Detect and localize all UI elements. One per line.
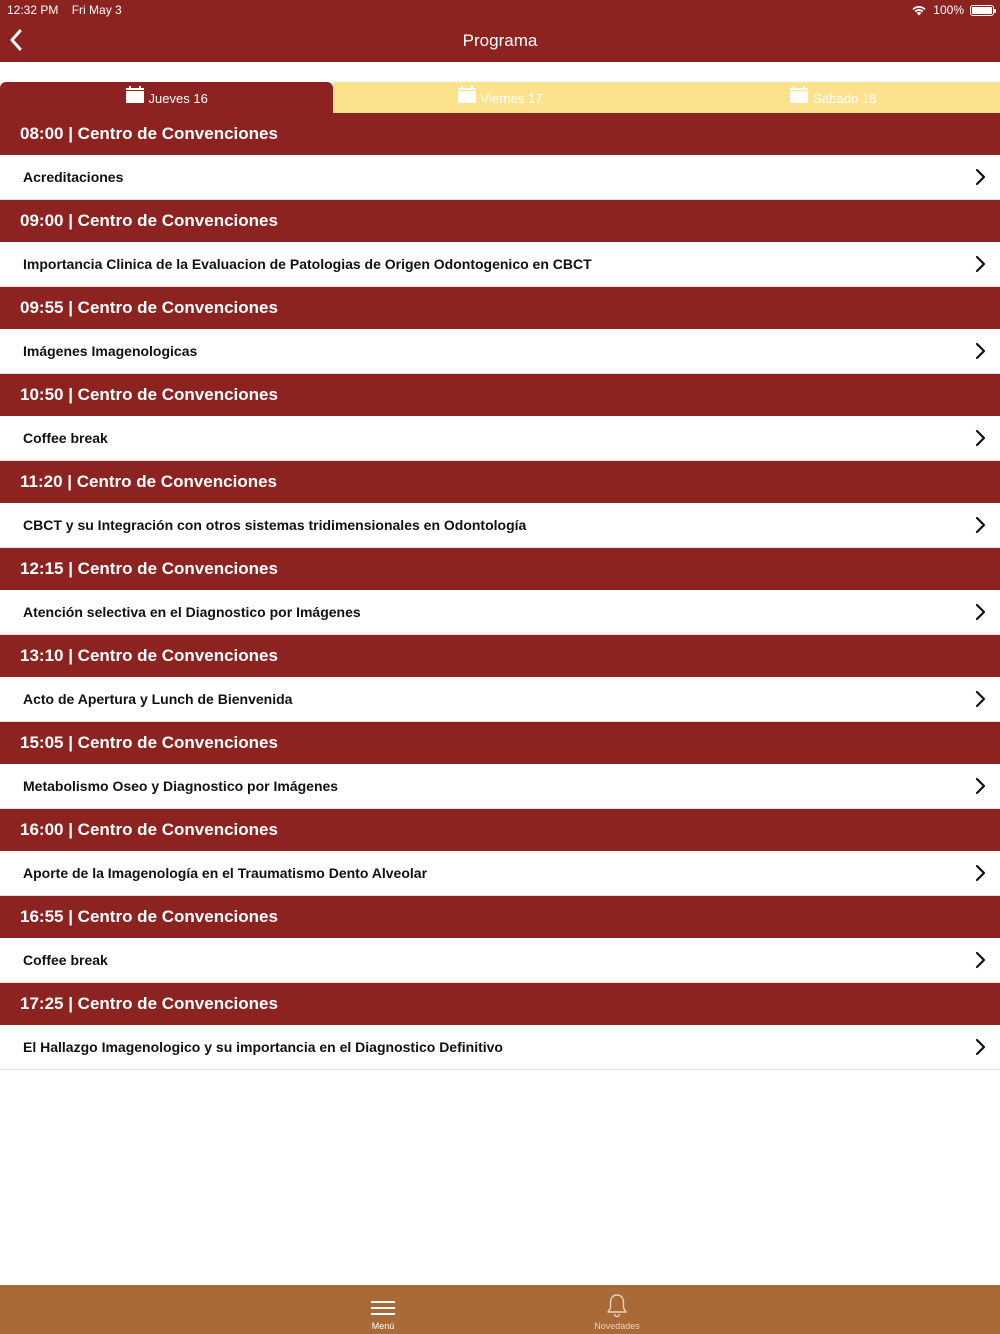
wifi-icon [911,5,927,16]
menu-icon [371,1299,395,1317]
bell-icon [606,1293,628,1319]
session-title: El Hallazgo Imagenologico y su importancia en el Diagnostico Definitivo [23,1039,503,1055]
page-title: Programa [462,31,538,50]
tab-label: Jueves 16 [148,91,208,106]
session-row[interactable] [0,1025,1000,1070]
session-time-header: 15:05 | Centro de Convenciones [0,722,1000,764]
top-bar [0,0,1000,62]
session-time-header: 11:20 | Centro de Convenciones [0,461,1000,503]
tab-label: Viernes 17 [480,91,543,106]
status-bar-left [7,3,132,17]
chevron-right-icon [974,603,986,621]
chevron-right-icon [974,516,986,534]
session-row[interactable] [0,590,1000,635]
session-row[interactable] [0,155,1000,200]
session-time-header: 10:50 | Centro de Convenciones [0,374,1000,416]
session-title: Acreditaciones [23,169,124,185]
session-row[interactable] [0,938,1000,983]
session-row[interactable] [0,677,1000,722]
session-title: Aporte de la Imagenología en el Traumatismo Dento Alveolar [23,865,428,881]
battery-icon [970,5,994,16]
session-title: Atención selectiva en el Diagnostico por Imágenes [23,604,361,620]
chevron-right-icon [974,255,986,273]
bottom-tab-bar [0,1285,1000,1334]
session-time-header: 13:10 | Centro de Convenciones [0,635,1000,677]
tab-novedades-label: Novedades [594,1321,640,1331]
tab-sabado-18[interactable] [667,82,1000,113]
session-time-header: 09:55 | Centro de Convenciones [0,287,1000,329]
tab-label: Sábado 18 [813,91,877,106]
chevron-right-icon [974,429,986,447]
chevron-right-icon [974,864,986,882]
session-row[interactable] [0,503,1000,548]
tab-menu[interactable] [353,1285,413,1334]
calendar-icon [126,86,144,103]
battery-percent: 100% [933,3,964,17]
status-bar-right [911,3,994,17]
chevron-right-icon [974,690,986,708]
session-time-header: 09:00 | Centro de Convenciones [0,200,1000,242]
session-title: CBCT y su Integración con otros sistemas tridimensionales en Odontología [23,517,527,533]
session-title: Importancia Clinica de la Evaluacion de Patologias de Origen Odontogenico en CBCT [23,256,592,272]
calendar-icon [790,86,808,103]
chevron-right-icon [974,342,986,360]
session-time-header: 12:15 | Centro de Convenciones [0,548,1000,590]
session-title: Coffee break [23,952,108,968]
session-time-header: 17:25 | Centro de Convenciones [0,983,1000,1025]
session-row[interactable] [0,416,1000,461]
session-row[interactable] [0,851,1000,896]
tab-menu-label: Menú [371,1321,395,1331]
session-time-header: 16:00 | Centro de Convenciones [0,809,1000,851]
session-title: Metabolismo Oseo y Diagnostico por Imágenes [23,778,339,794]
chevron-right-icon [974,168,986,186]
session-list [0,113,1000,1070]
session-title: Imágenes Imagenologicas [23,343,198,359]
session-time-header: 08:00 | Centro de Convenciones [0,113,1000,155]
session-row[interactable] [0,242,1000,287]
chevron-right-icon [974,1038,986,1056]
chevron-right-icon [974,951,986,969]
tab-jueves-16[interactable] [0,82,333,113]
session-row[interactable] [0,764,1000,809]
session-title: Coffee break [23,430,108,446]
status-date: Fri May 3 [71,3,122,17]
tab-viernes-17[interactable] [333,82,666,113]
status-time: 12:32 PM [7,3,59,17]
chevron-right-icon [974,777,986,795]
tab-novedades[interactable] [580,1285,654,1334]
day-tabs [0,82,1000,113]
session-time-header: 16:55 | Centro de Convenciones [0,896,1000,938]
session-row[interactable] [0,329,1000,374]
calendar-icon [458,86,476,103]
session-title: Acto de Apertura y Lunch de Bienvenida [23,691,293,707]
